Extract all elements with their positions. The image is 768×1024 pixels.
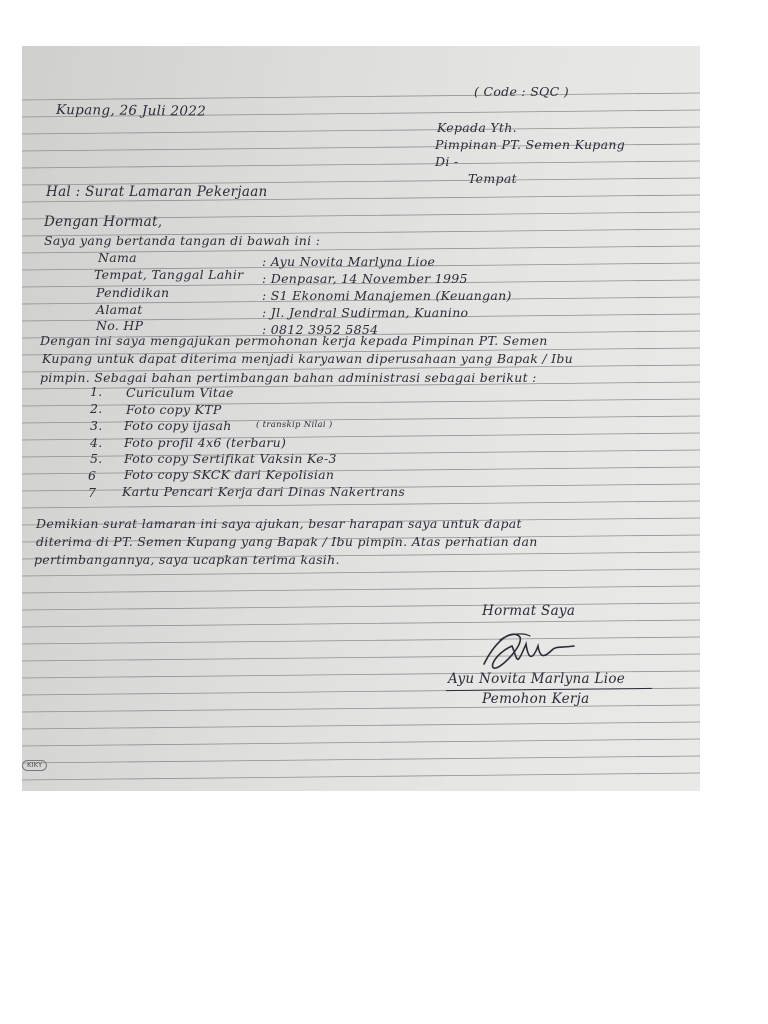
identity-label-nama: Nama [98,250,137,265]
stamp-label: KIKY [22,760,47,771]
ruled-line [22,569,700,576]
attachment-num-1: 1. [90,384,103,399]
ruled-line [22,620,700,627]
attachment-text-3: Foto copy ijasah [124,418,232,433]
attachment-text-7: Kartu Pencari Kerja dari Dinas Nakertrans [122,484,406,499]
attachment-text-5: Foto copy Sertifikat Vaksin Ke-3 [124,451,337,466]
identity-value-nama: : Ayu Novita Marlyna Lioe [262,254,436,269]
attachment-num-6: 6 [88,468,97,483]
code-label: ( Code : SQC ) [474,84,569,99]
identity-value-pendidikan: : S1 Ekonomi Manajemen (Keuangan) [262,288,512,303]
greeting: Dengan Hormat, [44,214,163,230]
attachment-text-4: Foto profil 4x6 (terbaru) [124,435,287,450]
place-date: Kupang, 26 Juli 2022 [56,102,207,120]
attachment-num-3: 3. [90,418,103,433]
ruled-line [22,586,700,593]
attachment-text-6: Foto copy SKCK dari Kepolisian [124,467,335,482]
sign-off: Hormat Saya [482,603,576,619]
closing-line-1: Demikian surat lamaran ini saya ajukan, besar harapan saya untuk dapat [36,516,522,531]
ruled-line [22,705,700,712]
recipient-line-2: Pimpinan PT. Semen Kupang [435,137,626,152]
body-line-1: Dengan ini saya mengajukan permohonan kerja kepada Pimpinan PT. Semen [40,333,548,348]
attachment-num-7: 7 [88,485,97,500]
attachment-num-4: 4. [90,435,103,450]
body-line-2: Kupang untuk dapat diterima menjadi karyawan diperusahaan yang Bapak / Ibu [42,351,574,366]
identity-label-alamat: Alamat [96,302,143,317]
letter-photo [22,46,700,791]
recipient-line-1: Kepada Yth. [437,120,517,135]
attachment-num-5: 5. [90,451,103,466]
ruled-line [22,739,700,746]
ruled-line [22,654,700,661]
ruled-line [22,773,700,780]
ruled-line [22,637,700,644]
recipient-line-3: Di - [435,154,459,169]
closing-line-3: pertimbangannya, saya ucapkan terima kasih. [34,552,340,567]
closing-line-2: diterima di PT. Semen Kupang yang Bapak / Ibu pimpin. Atas perhatian dan [36,534,538,549]
identity-value-nohp: : 0812 3952 5854 [262,322,379,337]
handwritten-signature [474,624,584,676]
body-line-3: pimpin. Sebagai bahan pertimbangan bahan administrasi sebagai berikut : [40,370,537,385]
identity-value-alamat: : Jl. Jendral Sudirman, Kuanino [262,305,469,320]
attachment-text-1: Curiculum Vitae [126,385,234,400]
signer-role: Pemohon Kerja [482,691,590,707]
ruled-line [22,603,700,610]
ruled-line [22,399,700,406]
identity-value-ttl: : Denpasar, 14 November 1995 [262,271,468,286]
ruled-line [22,161,700,168]
ruled-line [22,93,700,100]
ruled-line [22,127,700,134]
identity-label-ttl: Tempat, Tanggal Lahir [94,267,244,282]
recipient-line-4: Tempat [468,171,517,186]
intro-line: Saya yang bertanda tangan di bawah ini : [44,233,321,248]
signer-name: Ayu Novita Marlyna Lioe [448,671,626,687]
identity-label-nohp: No. HP [96,318,144,333]
ruled-line [22,501,700,508]
ruled-line [22,756,700,763]
attachment-text-2: Foto copy KTP [126,402,222,417]
subject-line: Hal : Surat Lamaran Pekerjaan [46,184,268,200]
ruled-line [22,722,700,729]
identity-label-pendidikan: Pendidikan [96,285,170,300]
attachment-num-2: 2. [90,401,103,416]
attachment-note-3: ( transkip Nilai ) [256,420,333,430]
